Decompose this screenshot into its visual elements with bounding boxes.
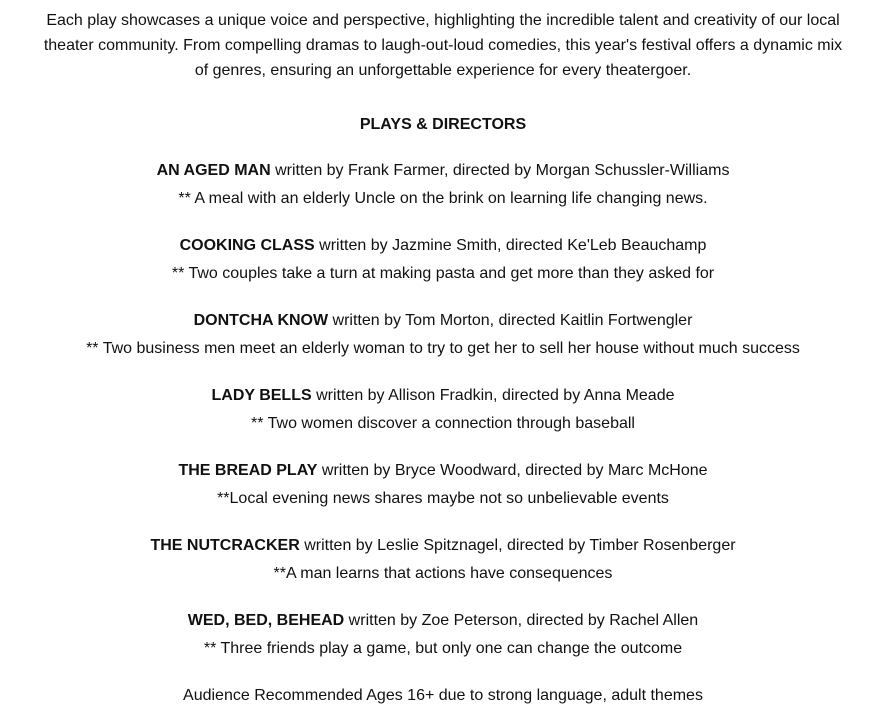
play-description: ** Two business men meet an elderly woman to try to get her to sell her house without much success	[86, 340, 800, 357]
play-title: DONTCHA KNOW	[193, 312, 329, 329]
play-credits: written by Bryce Woodward, directed by Marc McHone	[317, 462, 708, 479]
play-entry-the-bread-play	[0, 460, 886, 516]
play-credit-line	[0, 460, 886, 488]
play-credits: written by Jazmine Smith, directed Ke'Leb Beauchamp	[314, 237, 707, 254]
play-entry-the-nutcracker	[0, 535, 886, 591]
intro-line-1: Each play showcases a unique voice and perspective, highlighting the incredible talent and creativity of our local	[46, 12, 840, 29]
play-description: ** Two women discover a connection through baseball	[251, 415, 635, 432]
intro-line-3: of genres, ensuring an unforgettable experience for every theatergoer.	[194, 62, 692, 79]
play-title: THE BREAD PLAY	[178, 462, 318, 479]
play-title: AN AGED MAN	[156, 162, 271, 179]
play-description: ** Two couples take a turn at making pasta and get more than they asked for	[171, 265, 715, 282]
play-description: **A man learns that actions have consequences	[273, 565, 613, 582]
play-credit-line	[0, 535, 886, 563]
intro-paragraph	[0, 8, 886, 83]
play-credits: written by Tom Morton, directed Kaitlin Fortwengler	[328, 312, 693, 329]
play-title: WED, BED, BEHEAD	[187, 612, 345, 629]
play-credit-line	[0, 610, 886, 638]
play-credits: written by Zoe Peterson, directed by Rachel Allen	[344, 612, 699, 629]
play-entry-dontcha-know	[0, 310, 886, 366]
play-title: COOKING CLASS	[179, 237, 315, 254]
play-title: THE NUTCRACKER	[150, 537, 300, 554]
play-description: **Local evening news shares maybe not so unbelievable events	[217, 490, 669, 507]
play-credits: written by Frank Farmer, directed by Morgan Schussler-Williams	[270, 162, 730, 179]
play-credit-line	[0, 385, 886, 413]
play-entry-an-aged-man	[0, 160, 886, 216]
intro-line-2: theater community. From compelling dramas to laugh-out-loud comedies, this year's festival offers a dynamic mix	[43, 37, 843, 54]
audience-advisory: Audience Recommended Ages 16+ due to strong language, adult themes	[183, 687, 703, 704]
play-credit-line	[0, 310, 886, 338]
play-title: LADY BELLS	[211, 387, 312, 404]
play-description: ** Three friends play a game, but only one can change the outcome	[203, 640, 683, 657]
play-description: ** A meal with an elderly Uncle on the brink on learning life changing news.	[178, 190, 708, 207]
play-credits: written by Leslie Spitznagel, directed by Timber Rosenberger	[299, 537, 736, 554]
play-credits: written by Allison Fradkin, directed by Anna Meade	[311, 387, 675, 404]
play-entry-lady-bells	[0, 385, 886, 441]
play-credit-line	[0, 235, 886, 263]
play-credit-line	[0, 160, 886, 188]
play-entry-cooking-class	[0, 235, 886, 291]
section-heading: PLAYS & DIRECTORS	[359, 116, 527, 133]
play-entry-wed-bed-behead	[0, 610, 886, 666]
